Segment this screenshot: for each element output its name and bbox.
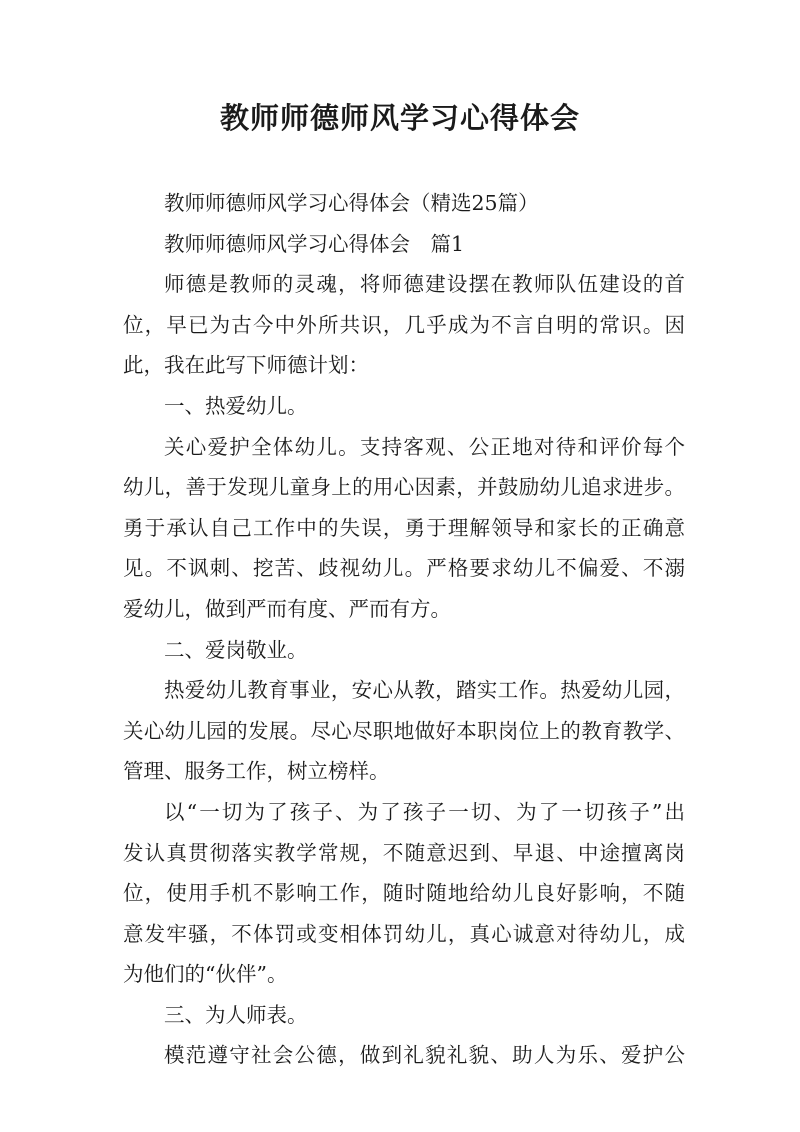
text-line: 发认真贯彻落实教学常规，不随意迟到、早退、中途擅离岗 [123,840,685,865]
text-line: 见。不讽刺、挖苦、歧视幼儿。严格要求幼儿不偏爱、不溺 [123,556,685,581]
document-body [123,183,685,1076]
text-line: 关心幼儿园的发展。尽心尽职地做好本职岗位上的教育教学、 [123,718,685,743]
text-line: 爱幼儿，做到严而有度、严而有方。 [123,596,451,621]
text-line: 关心爱护全体幼儿。支持客观、公正地对待和评价每个 [164,434,685,459]
text-line: 模范遵守社会公德，做到礼貌礼貌、助人为乐、爱护公 [164,1043,685,1068]
text-line: 位，使用手机不影响工作，随时随地给幼儿良好影响，不随 [123,881,685,906]
document-title: 教师师德师风学习心得体会 [219,101,580,135]
text-line: 意发牢骚，不体罚或变相体罚幼儿，真心诚意对待幼儿，成 [123,921,685,946]
text-line: 勇于承认自己工作中的失误，勇于理解领导和家长的正确意 [123,515,685,540]
text-line: 三、为人师表。 [164,1002,308,1027]
text-line: 一、热爱幼儿。 [164,393,308,418]
text-line: 教师师德师风学习心得体会 篇1 [164,231,465,256]
text-line: 幼儿，善于发现儿童身上的用心因素，并鼓励幼儿追求进步。 [123,475,685,500]
text-line: 管理、服务工作，树立榜样。 [123,759,390,784]
text-line: 位，早已为古今中外所共识，几乎成为不言自明的常识。因 [123,312,685,337]
text-line: 热爱幼儿教育事业，安心从教，踏实工作。热爱幼儿园， [164,678,685,703]
text-line: 为他们的“伙伴”。 [123,962,288,987]
text-line: 教师师德师风学习心得体会（精选25篇） [164,191,539,215]
text-line: 师德是教师的灵魂，将师德建设摆在教师队伍建设的首 [164,272,685,297]
text-line: 以“一切为了孩子、为了孩子一切、为了一切孩子”出 [164,799,685,824]
text-line: 此，我在此写下师德计划： [123,353,369,378]
text-line: 二、爱岗敬业。 [164,637,308,662]
